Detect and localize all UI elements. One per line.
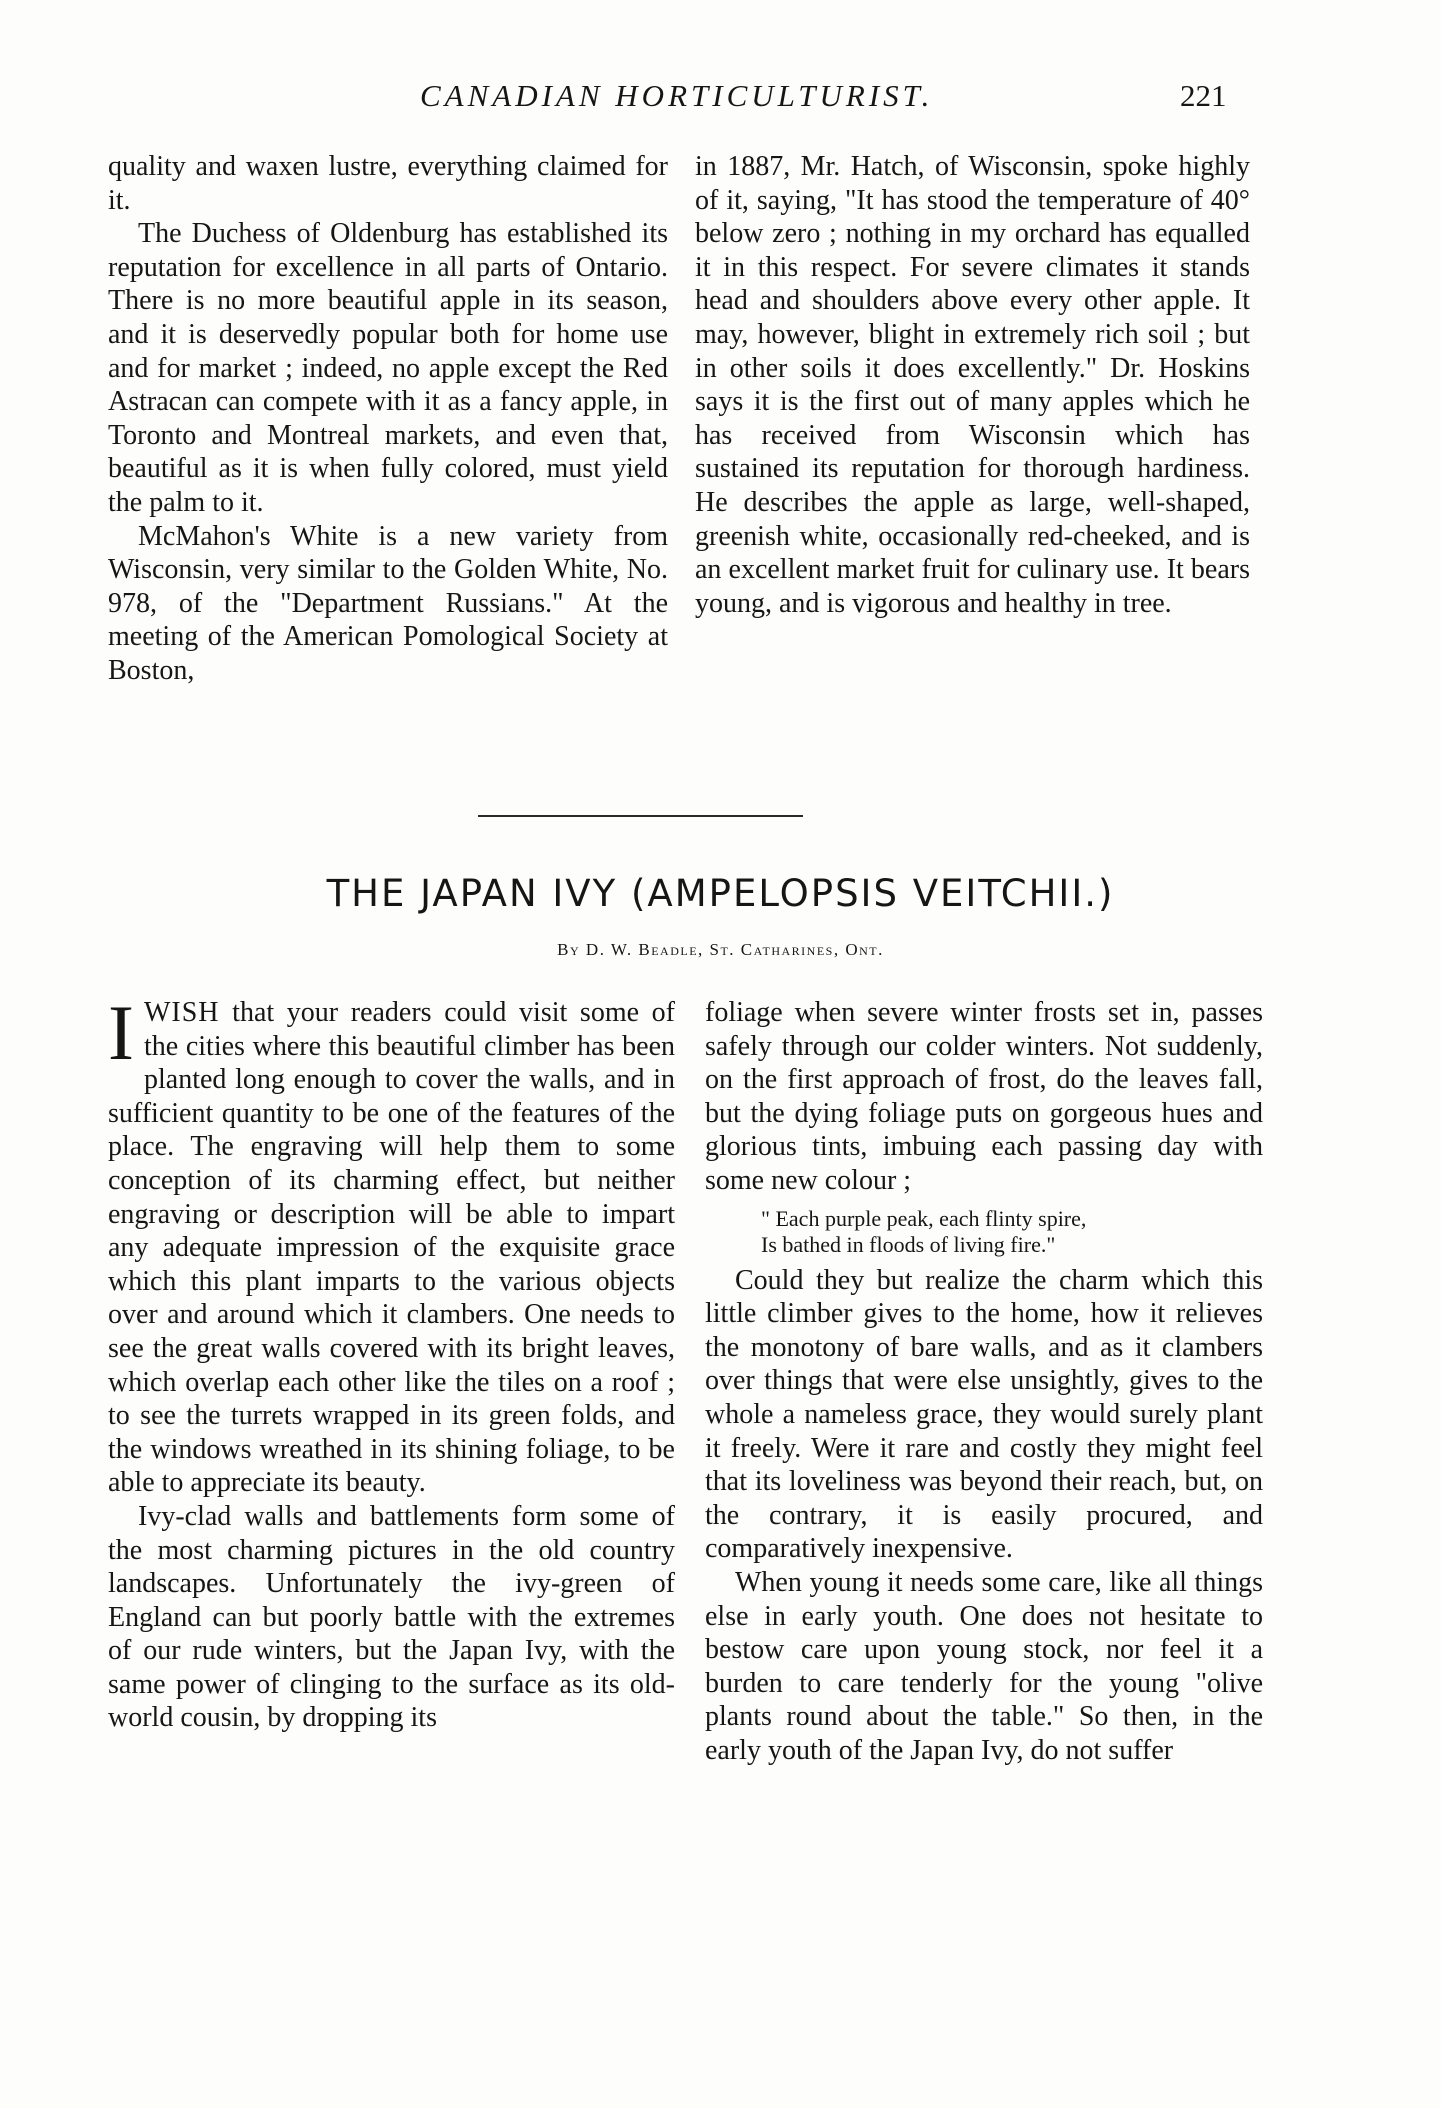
running-head [0, 78, 1441, 118]
paragraph: Ivy-clad walls and battlements form some of the most charming pictures in the old country landscapes. Unfortunately the ivy-green of England can but poorly battle with the extremes of our rude winters, but the Japan Ivy, with the same power of clinging to the surface as its old-world cousin, by dropping its [108, 1500, 675, 1734]
lead-paragraph [108, 989, 675, 1500]
page-number: 221 [1180, 78, 1227, 113]
paragraph: When young it needs some care, like all things else in early youth. One does not hesitate to bestow care upon young stock, nor feel it a burden to care tenderly for the young "olive plants round about the table." So then, in the early youth of the Japan Ivy, do not suffer [705, 1566, 1263, 1766]
paragraph: foliage when severe winter frosts set in, passes safely through our colder winters. Not suddenly, on the first approach of frost, do the leaves fall, but the dying foliage puts on gorgeous hues and glorious tints, imbuing each passing day with some new colour ; [705, 997, 1263, 1196]
article-right-column [705, 996, 1263, 1767]
paragraph: The Duchess of Oldenburg has established its reputation for excellence in all parts of Ontario. There is no more beautiful apple in its season, and it is deservedly popular both for home use and for market ; indeed, no apple except the Red Astracan can compete with it as a fancy apple, in Toronto and Montreal markets, and even that, beautiful as it is when fully colored, must yield the palm to it. [108, 218, 668, 518]
lead-word: WISH [143, 997, 220, 1028]
paragraph: Could they but realize the charm which this little climber gives to the home, how it relieves the monotony of bare walls, and as it clambers over things that were else unsightly, gives to the whole a nameless grace, they would surely plant it freely. Were it rare and costly they might feel that its loveliness was beyond their reach, but, on the contrary, it is easily procured, and comparatively inexpensive. [705, 1264, 1263, 1565]
byline: By D. W. Beadle, St. Catharines, Ont. [557, 940, 884, 959]
verse-line: " Each purple peak, each flinty spire, [761, 1205, 1087, 1231]
verse-line: Is bathed in floods of living fire." [761, 1231, 1056, 1257]
lead-paragraph-text: that your readers could visit some of the cities where this beautiful climber has been planted long enough to cover the walls, and in sufficient quantity to be one of the features of the place. The engraving will help them to some conception of its charming effect, but neither engraving or description will be able to impart any adequate impression of the exquisite grace which this plant imparts to the various objects over and around which it clambers. One needs to see the great walls covered with its bright leaves, which overlap each other like the tiles on a roof ; to see the turrets wrapped in its green folds, and the windows wreathed in its shining foliage, to be able to appreciate its beauty. [108, 997, 675, 1499]
paragraph: McMahon's White is a new variety from Wisconsin, very similar to the Golden White, No. 978, of the "Department Russians." At the meeting of the American Pomological Society at Boston, [108, 520, 668, 686]
running-title: CANADIAN HORTICULTURIST. [420, 78, 934, 113]
drop-cap: I [108, 989, 134, 1076]
article-title: THE JAPAN IVY (AMPELOPSIS VEITCHII.) [326, 872, 1115, 915]
verse-quote [705, 1206, 1263, 1258]
paragraph: quality and waxen lustre, everything claimed for it. [108, 151, 668, 216]
section-divider [478, 815, 803, 817]
article-left-column [108, 989, 675, 1735]
top-right-column [695, 150, 1250, 620]
paragraph: in 1887, Mr. Hatch, of Wisconsin, spoke highly of it, saying, "It has stood the temperature of 40° below zero ; nothing in my orchard has equalled it in this respect. For severe climates it stands head and shoulders above every other apple. It may, however, blight in extremely rich soil ; but in other soils it does excellently." Dr. Hoskins says it is the first out of many apples which he has received from Wisconsin which has sustained its reputation for thorough hardiness. He describes the apple as large, well-shaped, greenish white, occasionally red-cheeked, and is an excellent market fruit for culinary use. It bears young, and is vigorous and healthy in tree. [695, 151, 1250, 619]
top-left-column [108, 150, 668, 688]
